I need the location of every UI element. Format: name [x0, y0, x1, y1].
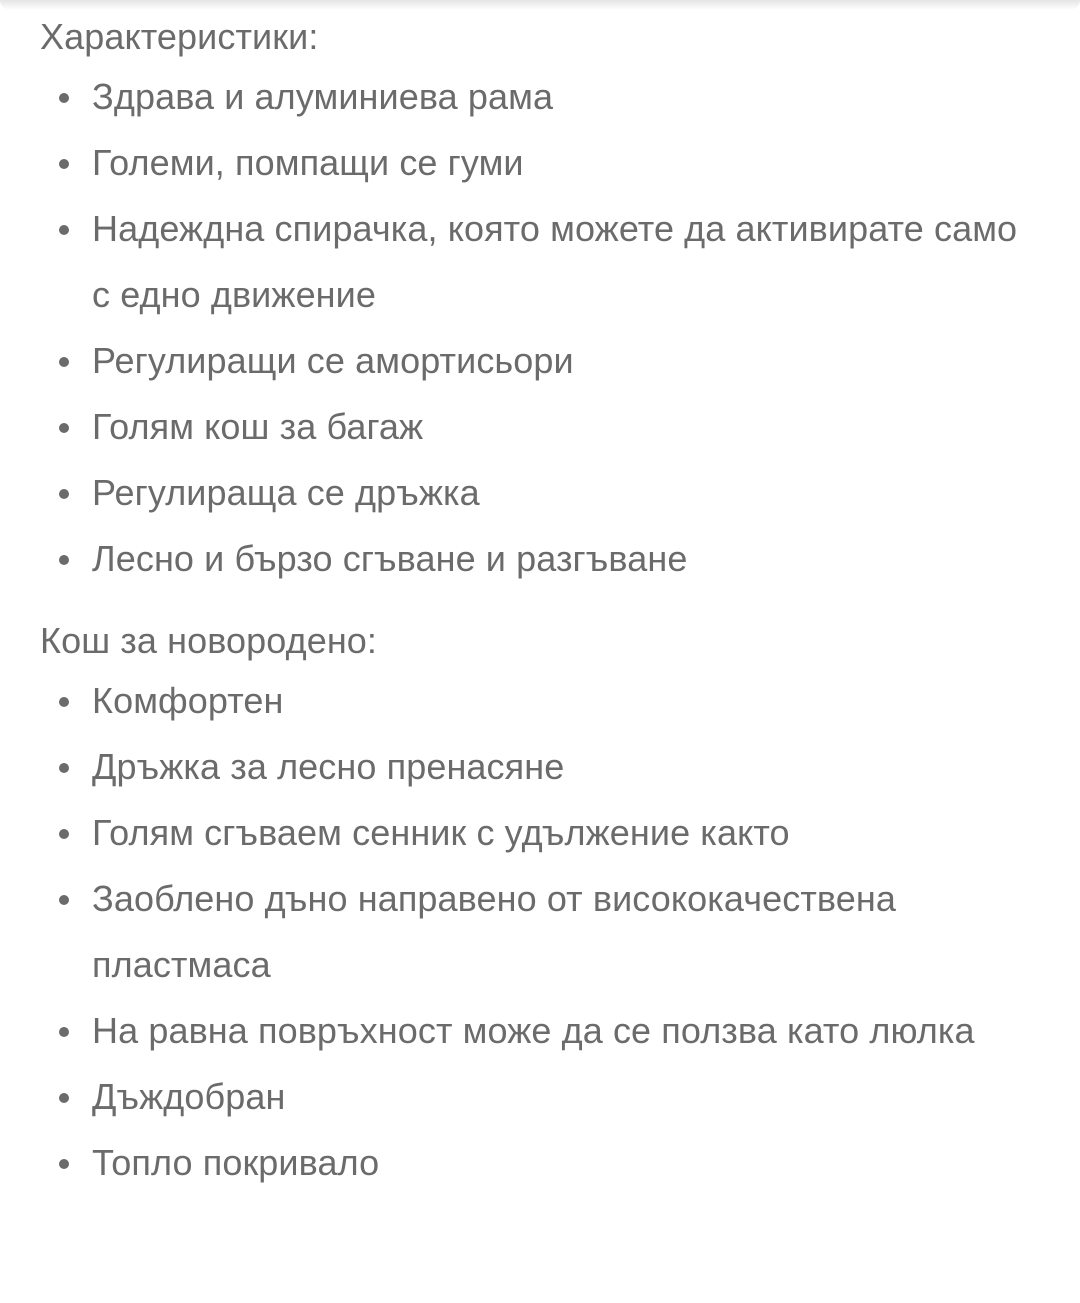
bullet-icon [59, 423, 69, 433]
basket-item: Комфортен [92, 668, 1040, 734]
basket-item: На равна повръхност може да се ползва като люлка [92, 998, 1040, 1064]
basket-item: Заоблено дъно направено от висококачествена пластмаса [92, 866, 1040, 998]
basket-item: Топло покривало [92, 1130, 1040, 1196]
feature-item: Лесно и бързо сгъване и разгъване [92, 526, 1040, 592]
bullet-icon [59, 895, 69, 905]
bullet-icon [59, 1027, 69, 1037]
feature-item: Регулираща се дръжка [92, 460, 1040, 526]
bullet-icon [59, 1159, 69, 1169]
bullet-icon [59, 489, 69, 499]
basket-item: Голям сгъваем сенник с удължение както [92, 800, 1040, 866]
section-features [40, 10, 1040, 592]
bullet-icon [59, 555, 69, 565]
bullet-icon [59, 763, 69, 773]
features-list [40, 64, 1040, 592]
bullet-icon [59, 225, 69, 235]
basket-item: Дръжка за лесно пренасяне [92, 734, 1040, 800]
content [40, 10, 1040, 1196]
bullet-icon [59, 697, 69, 707]
feature-item: Регулиращи се амортисьори [92, 328, 1040, 394]
bullet-icon [59, 93, 69, 103]
basket-item: Дъждобран [92, 1064, 1040, 1130]
section-heading-features: Характеристики: [40, 16, 319, 57]
section-heading-newborn-basket: Кош за новородено: [40, 620, 378, 661]
section-newborn-basket [40, 614, 1040, 1196]
bullet-icon [59, 357, 69, 367]
feature-item: Здрава и алуминиева рама [92, 64, 1040, 130]
feature-item: Голям кош за багаж [92, 394, 1040, 460]
bullet-icon [59, 159, 69, 169]
bullet-icon [59, 1093, 69, 1103]
bullet-icon [59, 829, 69, 839]
feature-item: Надеждна спирачка, която можете да активирате само с едно движение [92, 196, 1040, 328]
feature-item: Големи, помпащи се гуми [92, 130, 1040, 196]
top-shadow [0, 0, 1080, 10]
newborn-basket-list [40, 668, 1040, 1196]
